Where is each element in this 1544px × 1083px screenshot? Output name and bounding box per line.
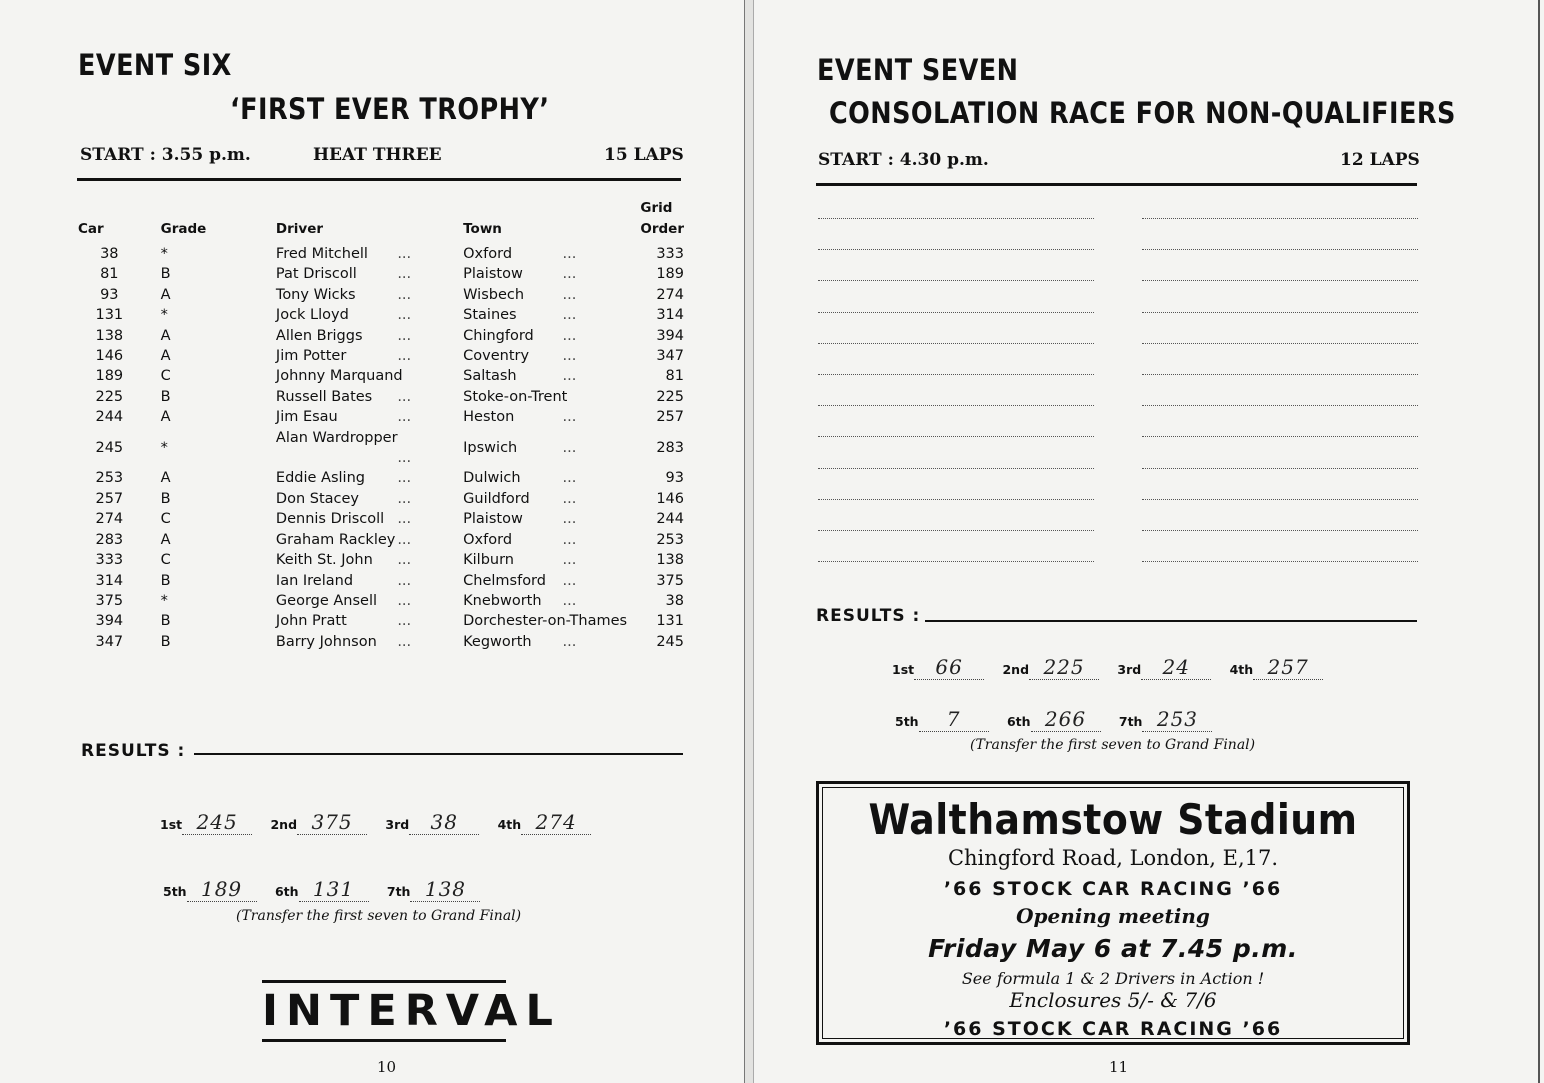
result-7th: 7th 138 [387,877,481,902]
transfer-note-right: (Transfer the first seven to Grand Final) [970,737,1256,753]
heat-label: HEAT THREE [313,145,442,165]
table-header-row [78,198,684,244]
blank-line [818,374,1094,375]
entry-town: Saltash ... [463,366,640,386]
entry-grid-order: 245 [656,633,684,650]
entry-driver-dots: ... [397,633,412,650]
entry-grid-order: 257 [656,409,684,426]
blank-line [1142,530,1418,531]
entry-driver-dots: ... [397,592,412,609]
result-3rd: 3rd 38 [385,810,479,835]
entry-grade: * [160,439,168,456]
entry-driver: Eddie Asling ... [276,468,463,488]
result-5th: 5th 189 [163,877,257,902]
entry-driver-dots: ... [397,552,412,569]
entry-driver-dots: ... [397,511,412,528]
entry-driver: Fred Mitchell ... [276,244,463,264]
table-row [78,366,684,386]
result-1st-value: 245 [182,810,252,835]
result-4th-right-value: 257 [1253,655,1323,680]
entry-grid-order: 225 [656,388,684,405]
header-car: Car [78,221,104,237]
result-6th-right: 6th 266 [1007,707,1101,732]
table-row [78,407,684,427]
blank-line [818,312,1094,313]
entry-town: Oxford ... [463,530,640,550]
blank-line [1142,249,1418,250]
interval-banner: INTERVAL [262,980,506,1042]
entry-grade: C [160,511,171,528]
entry-grid-order: 244 [656,511,684,528]
entry-driver-dots: ... [397,266,412,283]
entry-town-dots: ... [562,552,577,569]
header-grade: Grade [160,221,207,237]
entry-town-dots: ... [562,307,577,324]
entry-grade: B [160,388,171,405]
blank-line [1142,468,1418,469]
table-row [78,550,684,570]
entry-town-dots: ... [562,439,577,456]
table-row [78,611,684,631]
blank-line [818,468,1094,469]
entry-town: Wisbech ... [463,285,640,305]
result-2nd: 2nd 375 [270,810,367,835]
ad-headline: ’66 STOCK CAR RACING ’66 [943,878,1283,900]
blank-line [1142,343,1418,344]
laps-label: 15 LAPS [604,145,684,165]
ad-venue: Walthamstow Stadium [868,795,1358,844]
entry-town: Dulwich ... [463,468,640,488]
results-line-right [925,620,1417,622]
blank-line [818,405,1094,406]
entry-driver: Tony Wicks ... [276,285,463,305]
entry-car: 93 [100,286,119,303]
entry-town-dots: ... [562,511,577,528]
entry-town-dots: ... [562,490,577,507]
table-row [78,346,684,366]
entry-driver-dots: ... [397,470,412,487]
entry-town: Coventry ... [463,346,640,366]
results-row-1-right [892,655,1337,680]
entry-car: 257 [95,490,124,507]
entry-car: 38 [100,246,119,262]
blank-line [818,249,1094,250]
table-row [78,530,684,550]
entry-grade: C [160,368,171,385]
entry-grade: A [160,286,171,303]
entry-driver-dots: ... [397,348,412,365]
entry-grade: * [160,307,168,324]
entry-grid-order: 347 [656,348,684,365]
entry-town: Oxford ... [463,244,640,264]
entry-town-dots: ... [562,266,577,283]
entry-town: Kegworth ... [463,632,640,652]
entry-driver-dots: ... [397,613,412,630]
entry-car: 394 [95,613,124,630]
entry-grid-order: 375 [656,572,684,589]
blank-line [1142,280,1418,281]
entry-grade: B [160,613,171,630]
results-row-2 [163,877,494,902]
blank-line [1142,436,1418,437]
entry-driver: Alan Wardropper ... [276,428,463,469]
blank-line [1142,218,1418,219]
entry-town-dots: ... [562,531,577,548]
left-page [0,0,744,1083]
entry-grid-order: 253 [656,531,684,548]
header-town: Town [463,221,502,237]
entry-driver: Russell Bates ... [276,387,463,407]
table-row [78,428,684,469]
table-row [78,264,684,284]
entry-grade: A [160,531,171,548]
result-4th: 4th 274 [498,810,592,835]
result-6th-right-value: 266 [1031,707,1101,732]
result-5th-right-value: 7 [919,707,989,732]
entry-driver: Graham Rackley ... [276,530,463,550]
entry-driver-dots: ... [397,388,412,405]
results-label-right: RESULTS : [816,606,921,626]
blank-line [818,499,1094,500]
start-time: START : 3.55 p.m. [80,145,251,165]
entry-driver: Jim Potter ... [276,346,463,366]
entry-grade: A [160,348,171,365]
entry-town: Kilburn ... [463,550,640,570]
results-line [194,753,683,755]
result-2nd-value: 375 [297,810,367,835]
entry-driver-dots: ... [397,409,412,426]
entry-driver: Keith St. John ... [276,550,463,570]
event-seven-title: EVENT SEVEN [817,53,1019,87]
entry-driver: Pat Driscoll ... [276,264,463,284]
blank-line [818,343,1094,344]
entry-car: 314 [95,572,124,589]
entry-town: Chingford ... [463,326,640,346]
result-7th-right-value: 253 [1142,707,1212,732]
entry-grid-order: 333 [656,246,684,262]
ad-opening: Opening meeting [1016,904,1210,928]
entry-car: 245 [95,439,124,456]
entry-driver: Dennis Driscoll ... [276,509,463,529]
transfer-note: (Transfer the first seven to Grand Final) [236,908,522,924]
blank-line [1142,374,1418,375]
entry-town: Stoke-on-Trent [463,388,568,405]
entry-grade: B [160,266,171,283]
entry-driver: Allen Briggs ... [276,326,463,346]
laps-label-right: 12 LAPS [1340,150,1420,170]
entry-town: Staines ... [463,305,640,325]
trophy-title: ‘FIRST EVER TROPHY’ [230,92,550,126]
blank-line [1142,312,1418,313]
entry-town: Plaistow ... [463,264,640,284]
table-row [78,509,684,529]
blank-line [818,280,1094,281]
entry-driver-dots: ... [397,531,412,548]
entry-grid-order: 274 [656,286,684,303]
entry-driver: Don Stacey ... [276,489,463,509]
entry-car: 146 [95,348,124,365]
results-row-2-right [895,707,1226,732]
ad-see-drivers: See formula 1 & 2 Drivers in Action ! [961,969,1265,988]
entry-car: 225 [95,388,124,405]
result-3rd-value: 38 [409,810,479,835]
entry-grade: A [160,409,171,426]
result-5th-value: 189 [187,877,257,902]
entry-grade: A [160,327,171,344]
entry-driver: Johnny Marquand [275,368,403,385]
entry-town-dots: ... [562,348,577,365]
entry-town-dots: ... [562,246,577,262]
header-grid-line1: Grid [640,200,673,216]
table-row [78,305,684,325]
entry-town-dots: ... [562,368,577,385]
result-1st: 1st 245 [160,810,252,835]
entry-town-dots: ... [562,633,577,650]
page-number-right: 11 [1109,1058,1129,1076]
ad-footer: ’66 STOCK CAR RACING ’66 [943,1018,1283,1040]
entry-grid-order: 138 [656,552,684,569]
entry-driver-dots: ... [397,307,412,324]
entry-driver: John Pratt ... [276,611,463,631]
entry-town: Ipswich ... [463,428,640,469]
table-row [78,326,684,346]
table-row [78,632,684,652]
blank-line [818,218,1094,219]
entry-grade: B [160,490,171,507]
entry-driver-dots: ... [397,450,412,467]
entry-driver: George Ansell ... [276,591,463,611]
entry-car: 131 [95,307,124,324]
entry-grade: A [160,470,171,487]
result-7th-value: 138 [410,877,480,902]
entry-car: 274 [95,511,124,528]
entry-driver: Jim Esau ... [276,407,463,427]
entry-table [78,198,684,652]
ad-address: Chingford Road, London, E,17. [947,846,1279,870]
entry-car: 189 [95,368,124,385]
entry-driver: Ian Ireland ... [276,571,463,591]
blank-line [1142,499,1418,500]
entry-grid-order: 93 [665,470,684,487]
blank-line [818,530,1094,531]
entry-town: Heston ... [463,407,640,427]
right-page [752,0,1544,1083]
results-label: RESULTS : [81,741,186,761]
result-2nd-right-value: 225 [1029,655,1099,680]
blank-line [1142,561,1418,562]
start-time-right: START : 4.30 p.m. [818,150,989,170]
header-grid-order [640,198,684,244]
entry-grid-order: 314 [656,307,684,324]
header-rule-right [816,183,1417,186]
result-6th: 6th 131 [275,877,369,902]
entry-grid-order: 81 [665,368,684,385]
entry-car: 138 [95,327,124,344]
result-5th-right: 5th 7 [895,707,989,732]
entry-car: 253 [95,470,124,487]
stadium-advert [816,781,1410,1045]
page-edge [1538,0,1540,1083]
entry-grid-order: 283 [656,439,684,456]
table-row [78,489,684,509]
entry-car: 375 [95,592,124,609]
entry-grade: * [160,592,168,609]
header-rule [77,178,681,181]
blank-line [1142,405,1418,406]
result-1st-right-value: 66 [914,655,984,680]
entry-town: Guildford ... [463,489,640,509]
entry-town-dots: ... [562,327,577,344]
entry-town: Knebworth ... [463,591,640,611]
table-row [78,591,684,611]
entry-town-dots: ... [562,572,577,589]
entry-town-dots: ... [562,592,577,609]
table-row [78,468,684,488]
blank-line [818,436,1094,437]
entry-grade: C [160,552,171,569]
entry-car: 244 [95,409,124,426]
entry-grid-order: 394 [656,327,684,344]
entry-car: 347 [95,633,124,650]
entry-grid-order: 131 [656,613,684,630]
entry-driver: Barry Johnson ... [276,632,463,652]
entry-driver-dots: ... [397,327,412,344]
entry-town: Plaistow ... [463,509,640,529]
ad-date: Friday May 6 at 7.45 p.m. [928,934,1298,963]
entry-grid-order: 189 [656,266,684,283]
table-row [78,387,684,407]
result-3rd-right-value: 24 [1141,655,1211,680]
result-7th-right: 7th 253 [1119,707,1213,732]
entry-driver: Jock Lloyd ... [276,305,463,325]
entry-town: Dorchester-on-Thames [463,613,628,630]
blank-line [818,561,1094,562]
result-1st-right: 1st 66 [892,655,984,680]
result-2nd-right: 2nd 225 [1002,655,1099,680]
entry-town-dots: ... [562,470,577,487]
entry-town-dots: ... [562,409,577,426]
result-3rd-right: 3rd 24 [1117,655,1211,680]
table-row [78,285,684,305]
table-row [78,244,684,264]
entry-grid-order: 146 [656,490,684,507]
result-6th-value: 131 [299,877,369,902]
page-number-left: 10 [377,1058,397,1076]
entry-grid-order: 38 [665,592,684,609]
entry-driver-dots: ... [397,490,412,507]
entry-car: 333 [95,552,124,569]
header-driver: Driver [275,221,324,237]
ad-enclosures: Enclosures 5/- & 7/6 [1009,988,1217,1012]
event-six-title: EVENT SIX [78,48,232,82]
consolation-title: CONSOLATION RACE FOR NON-QUALIFIERS [829,96,1456,130]
entry-car: 81 [100,266,119,283]
entry-grade: * [160,246,168,262]
entry-driver-dots: ... [397,246,412,262]
header-grid-line2: Order [640,221,684,237]
result-4th-right: 4th 257 [1230,655,1324,680]
entry-driver-dots: ... [397,572,412,589]
entry-town: Chelmsford ... [463,571,640,591]
table-row [78,571,684,591]
entry-town-dots: ... [562,286,577,303]
entry-car: 283 [95,531,124,548]
result-4th-value: 274 [521,810,591,835]
entry-driver-dots: ... [397,286,412,303]
entry-grade: B [160,572,171,589]
entry-grade: B [160,633,171,650]
results-row-1 [160,810,605,835]
